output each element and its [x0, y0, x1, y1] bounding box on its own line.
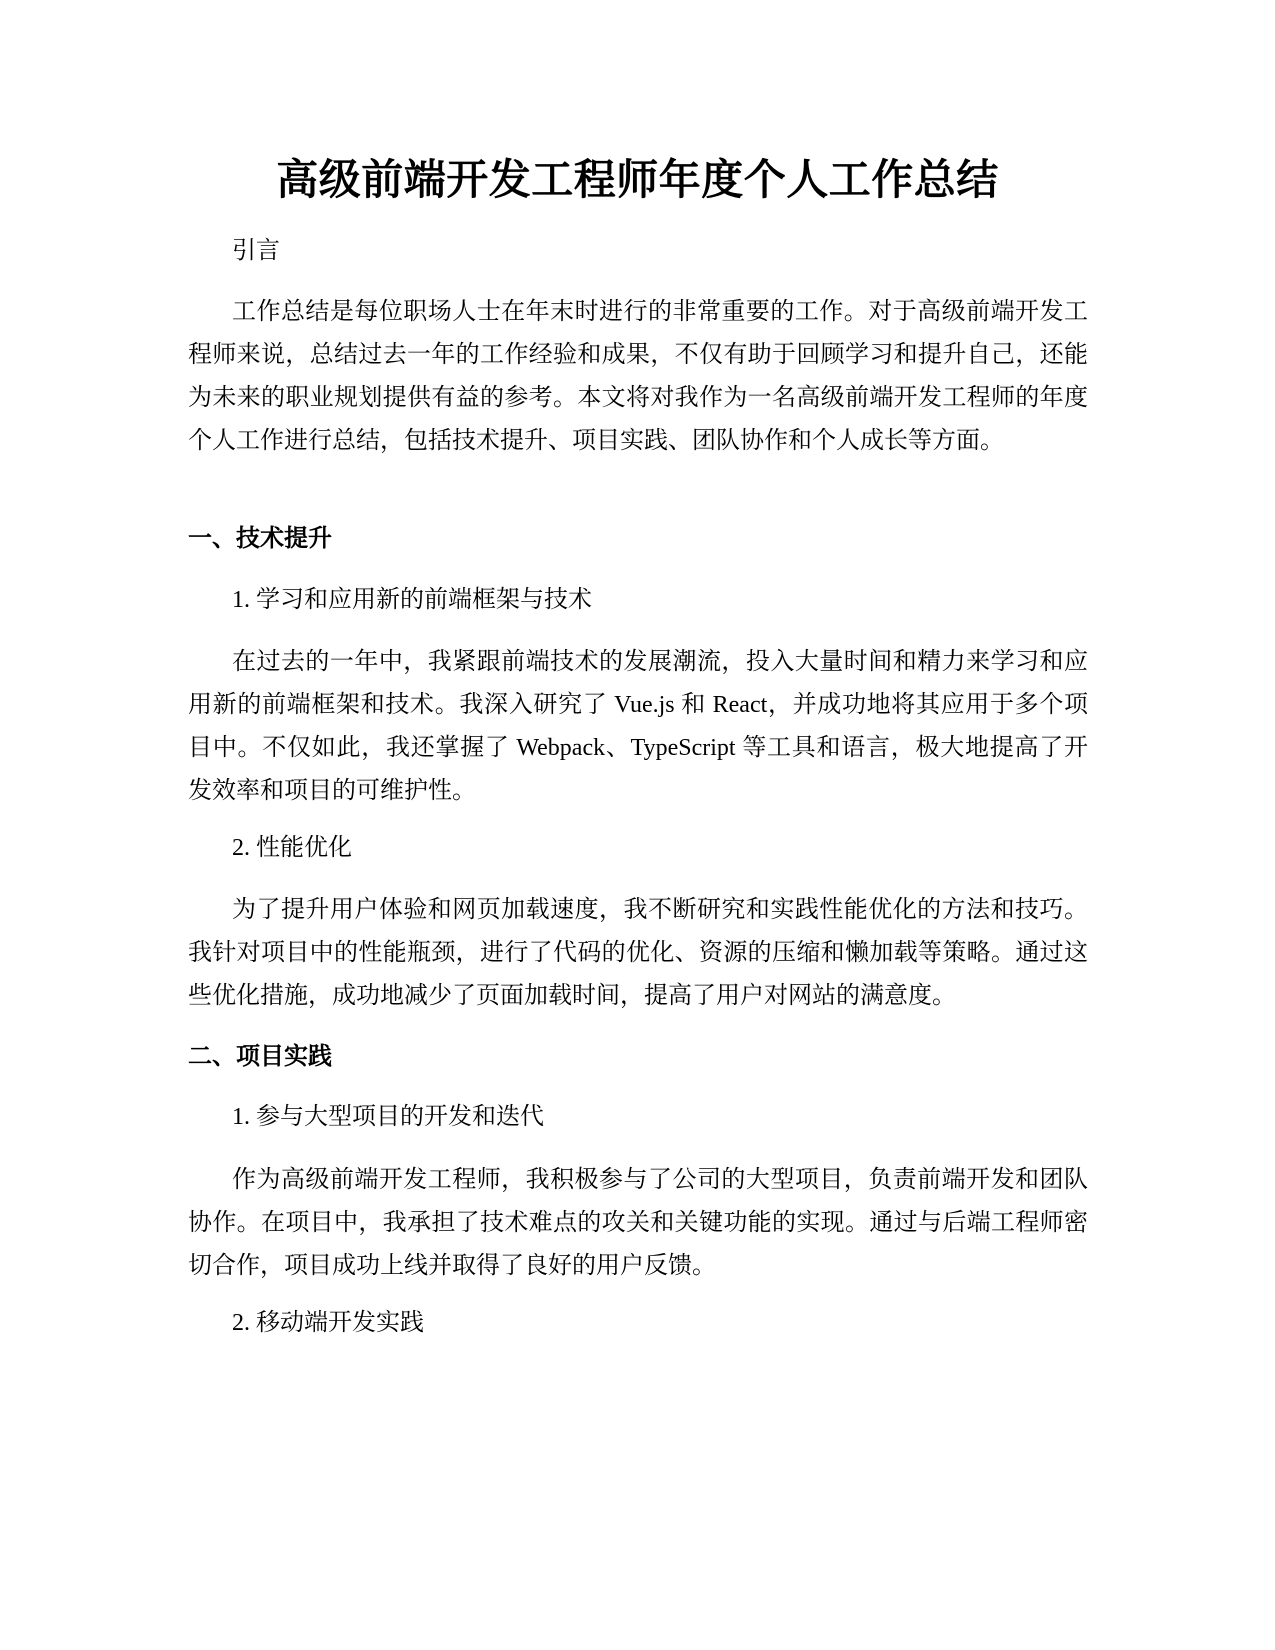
intro-heading: 引言	[232, 238, 280, 264]
section-heading-tech: 一、技术提升	[188, 524, 332, 552]
subheading-performance: 2. 性能优化	[232, 835, 352, 861]
section-heading-projects: 二、项目实践	[188, 1042, 332, 1070]
subheading-mobile: 2. 移动端开发实践	[232, 1310, 424, 1336]
intro-paragraph: 工作总结是每位职场人士在年末时进行的非常重要的工作。对于高级前端开发工程师来说，总结过去一年的工作经验和成果，不仅有助于回顾学习和提升自己，还能为未来的职业规划提供有益的参考。本文将对我作为一名高级前端开发工程师的年度个人工作进行总结，包括技术提升、项目实践、团队协作和个人成长等方面。	[188, 299, 1088, 454]
document-title: 高级前端开发工程师年度个人工作总结	[276, 155, 999, 204]
subheading-new-frameworks: 1. 学习和应用新的前端框架与技术	[232, 587, 592, 613]
paragraph-new-frameworks: 在过去的一年中，我紧跟前端技术的发展潮流，投入大量时间和精力来学习和应用新的前端框架和技术。我深入研究了 Vue.js 和 React，并成功地将其应用于多个项目中。不仅如此，我还掌握了 Webpack、TypeScript 等工具和语言，极大地提高了开发效率和项目的可维护性。	[188, 649, 1088, 804]
subheading-large-projects: 1. 参与大型项目的开发和迭代	[232, 1104, 544, 1130]
paragraph-large-projects: 作为高级前端开发工程师，我积极参与了公司的大型项目，负责前端开发和团队协作。在项目中，我承担了技术难点的攻关和关键功能的实现。通过与后端工程师密切合作，项目成功上线并取得了良好的用户反馈。	[188, 1167, 1088, 1279]
paragraph-performance: 为了提升用户体验和网页加载速度，我不断研究和实践性能优化的方法和技巧。我针对项目中的性能瓶颈，进行了代码的优化、资源的压缩和懒加载等策略。通过这些优化措施，成功地减少了页面加载时间，提高了用户对网站的满意度。	[188, 897, 1088, 1009]
